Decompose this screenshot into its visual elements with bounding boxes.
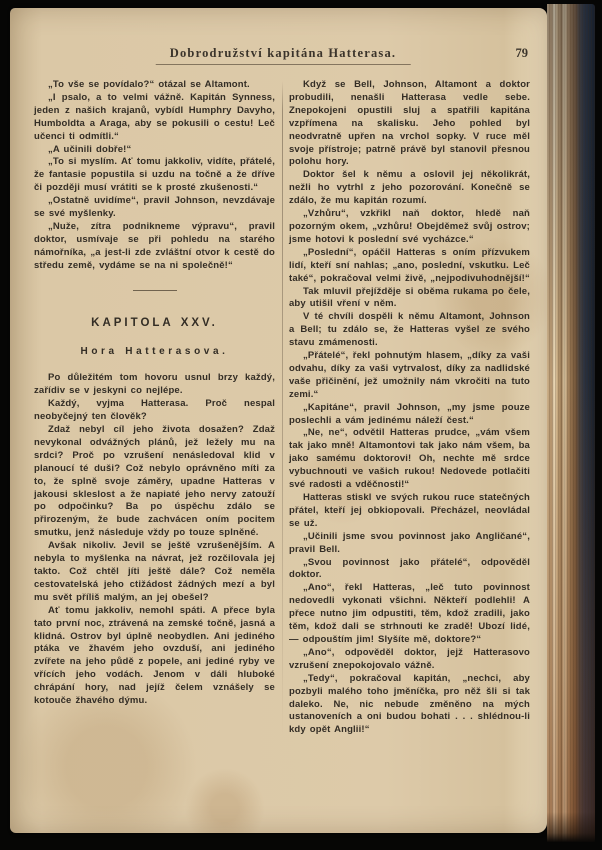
paragraph: „Kapitáne“, pravil Johnson, „my jsme pouze poslechli a vám jedinému náleží čest.“: [289, 401, 530, 426]
left-column: [34, 79, 275, 737]
paragraph: „To vše se povídalo?“ otázal se Altamont.: [48, 79, 250, 90]
chapter-heading: KAPITOLA XXV.: [91, 316, 218, 329]
right-column-text: [289, 79, 530, 737]
paragraph: „Ano“, odpověděl doktor, jejž Hatterasovo vzrušení znepokojovalo vážně.: [289, 646, 530, 671]
paragraph: „Tedy“, pokračoval kapitán, „nechci, aby pozbyli malého toho jměníčka, pro něž šli si tak daleko. Ne, nic nebude změněno na mých ustanoveních a oni budou bohati . . . shlédnou-li kdy opět Anglii!“: [289, 672, 530, 736]
page-content: [34, 46, 532, 803]
paragraph: Avšak nikoliv. Jevil se ještě vzrušenějším. A nebyla to myšlenka na návrat, jež rozčilovala jej takto. Což chtěl jíti ještě dále? Což neměla cestovatelská jeho ctižádost žádných mezí a byl mu svět příliš malým, an jej obešel?: [34, 540, 275, 603]
page-header: [34, 46, 532, 70]
paragraph: „Učinili jsme svou povinnost jako Angličané“, pravil Bell.: [289, 530, 530, 555]
paragraph: Ať tomu jakkoliv, nemohl spáti. A přece byla tato první noc, ztrávená na zemské točně, jasná a klidná. Ostrov byl úplně neobydlen. Ani jediného ptáka ve žhavém jeho ovzduší, ani jediného zvířete na jeho půdě z popele, ani jediné ryby ve vřících jeho vodách. Jenom v dáli hluboké chrápání hory, nad jejíž čelem vznášely se kotouče žhavého dýmu.: [34, 604, 275, 707]
paragraph: Tak mluvil přejížděje si oběma rukama po čele, aby utišil vření v něm.: [289, 285, 530, 310]
section-divider-rule: [133, 290, 177, 291]
paragraph: „I psalo, a to velmi vážně. Kapitán Synness, jeden z našich krajanů, vybídl Humphry Davyho, Humboldta a Araga, aby se pokusili o cestu! Leč učenci ti odmítli.“: [34, 91, 275, 142]
left-column-bottom: [34, 372, 275, 708]
paragraph: „Přátelé“, řekl pohnutým hlasem, „díky za vaši odvahu, díky za vaši vytrvalost, díky za nadlidské vaše přičinění, jež umožnily nám vkročiti na tuto zemi.“: [289, 350, 530, 400]
paragraph: Zdaž nebyl cíl jeho života dosažen? Zdaž nevykonal odvážných plánů, jež ležely mu na srdci? Proč po vzrušení nenásledoval klid v planoucí té duši? Což nebylo oprávněno míti za to, že splně svoje záměry, upadne Hatteras v jakousi skleslost a že napiaté jeho nervy zatouží po odpočinku? Ba po úspěchu zdálo se přirozeným, že bude zachvácen oním pocitem smutku, jenž následuje vždy po touze splněné.: [34, 424, 275, 539]
paragraph: „A učinili dobře!“: [48, 143, 132, 155]
paragraph: Každý, vyjma Hatterasa. Proč nespal neobyčejný ten člověk?: [34, 398, 275, 423]
book-fore-edge: [547, 4, 595, 842]
book-page: [10, 8, 547, 833]
paragraph: „Ano“, řekl Hatteras, „leč tuto povinnost nedovedli vykonati všichni. Někteří podlehli! A přece nutno jim odpustiti, těm, kdož zradili, jako těm, kdož dali se strhnouti ke zradě! Ubozí lidé, — odpouštím jim! Slyšíte mě, doktore?“: [289, 582, 530, 645]
right-column: [289, 79, 530, 737]
paragraph: „Svou povinnost jako přátelé“, odpověděl doktor.: [289, 556, 530, 581]
chapter-subheading: Hora Hatterasova.: [80, 345, 229, 357]
paragraph: Hatteras stiskl ve svých rukou ruce statečných přátel, kteří jej obkiopovali. Přecházel, neovládal se už.: [289, 492, 530, 529]
text-columns: [34, 79, 532, 737]
paragraph: „Ostatně uvidíme“, pravil Johnson, nevzdávaje se své myšlenky.: [34, 195, 275, 220]
paragraph: V té chvíli dospěli k němu Altamont, Johnson a Bell; tu zdálo se, že Hatteras vyšel ze svého stavu zmámenosti.: [289, 311, 530, 349]
paragraph: „Vzhůru“, vzkřikl naň doktor, hledě naň pozorným okem, „vzhůru! Obejděmež svůj ostrov; jsme hotovi k poslední své vycházce.“: [289, 208, 530, 245]
paragraph: „Nuže, zítra podnikneme výpravu“, pravil doktor, usmívaje se při pohledu na starého námořníka, „a jest-li zde zvláštní otvor k cestě do středu země, vydáme se na ni společně!“: [34, 220, 275, 271]
paragraph: Po důležitém tom hovoru usnul brzy každý, zařídiv se v jeskyni co nejlépe.: [34, 372, 275, 397]
paragraph: „Poslední“, opáčil Hatteras s oním přízvukem lidí, kteří sní nahlas; „ano, poslední, vskutku. Leč také“, pokračoval velmi živě, „nejpodivuhodnější!“: [289, 246, 530, 284]
page-number: 79: [515, 46, 528, 60]
paragraph: „Ne, ne“, odvětil Hatteras prudce, „vám všem tak jako mně! Altamontovi tak jako nám všem, ba jako samému doktorovi! Oh, nechte mě srdce vybuchnouti ve vašich rukou! Nedovede potlačiti své radosti a vděčnosti!“: [289, 427, 530, 491]
running-title: Dobrodružství kapitána Hatterasa.: [156, 46, 411, 65]
paragraph: Když se Bell, Johnson, Altamont a doktor probudili, nenašli Hatterasa vedle sebe. Znepokojeni opustili sluj a spatřili kapitána vzpřímena na skalisku. Jeho pohled byl neodvratně upřen na vrchol sopky. V ruce měl svoje přístroje; patrně právě byl stanovil přesnou polohu hory.: [289, 79, 530, 168]
paragraph: Doktor šel k němu a oslovil jej několikrát, nežli ho vytrhl z jeho pozorování. Konečně se zdálo, že mu kapitán rozumí.: [289, 169, 530, 207]
left-column-top: [34, 79, 275, 273]
paragraph: „To si myslím. Ať tomu jakkoliv, vidíte, přátelé, že fantasie popustila si uzdu na točně a že dříve či později musí vrátiti se k prosté zkušenosti.“: [34, 156, 275, 194]
column-divider-rule: [282, 81, 283, 737]
book-fore-edge-shadow: [547, 812, 595, 842]
